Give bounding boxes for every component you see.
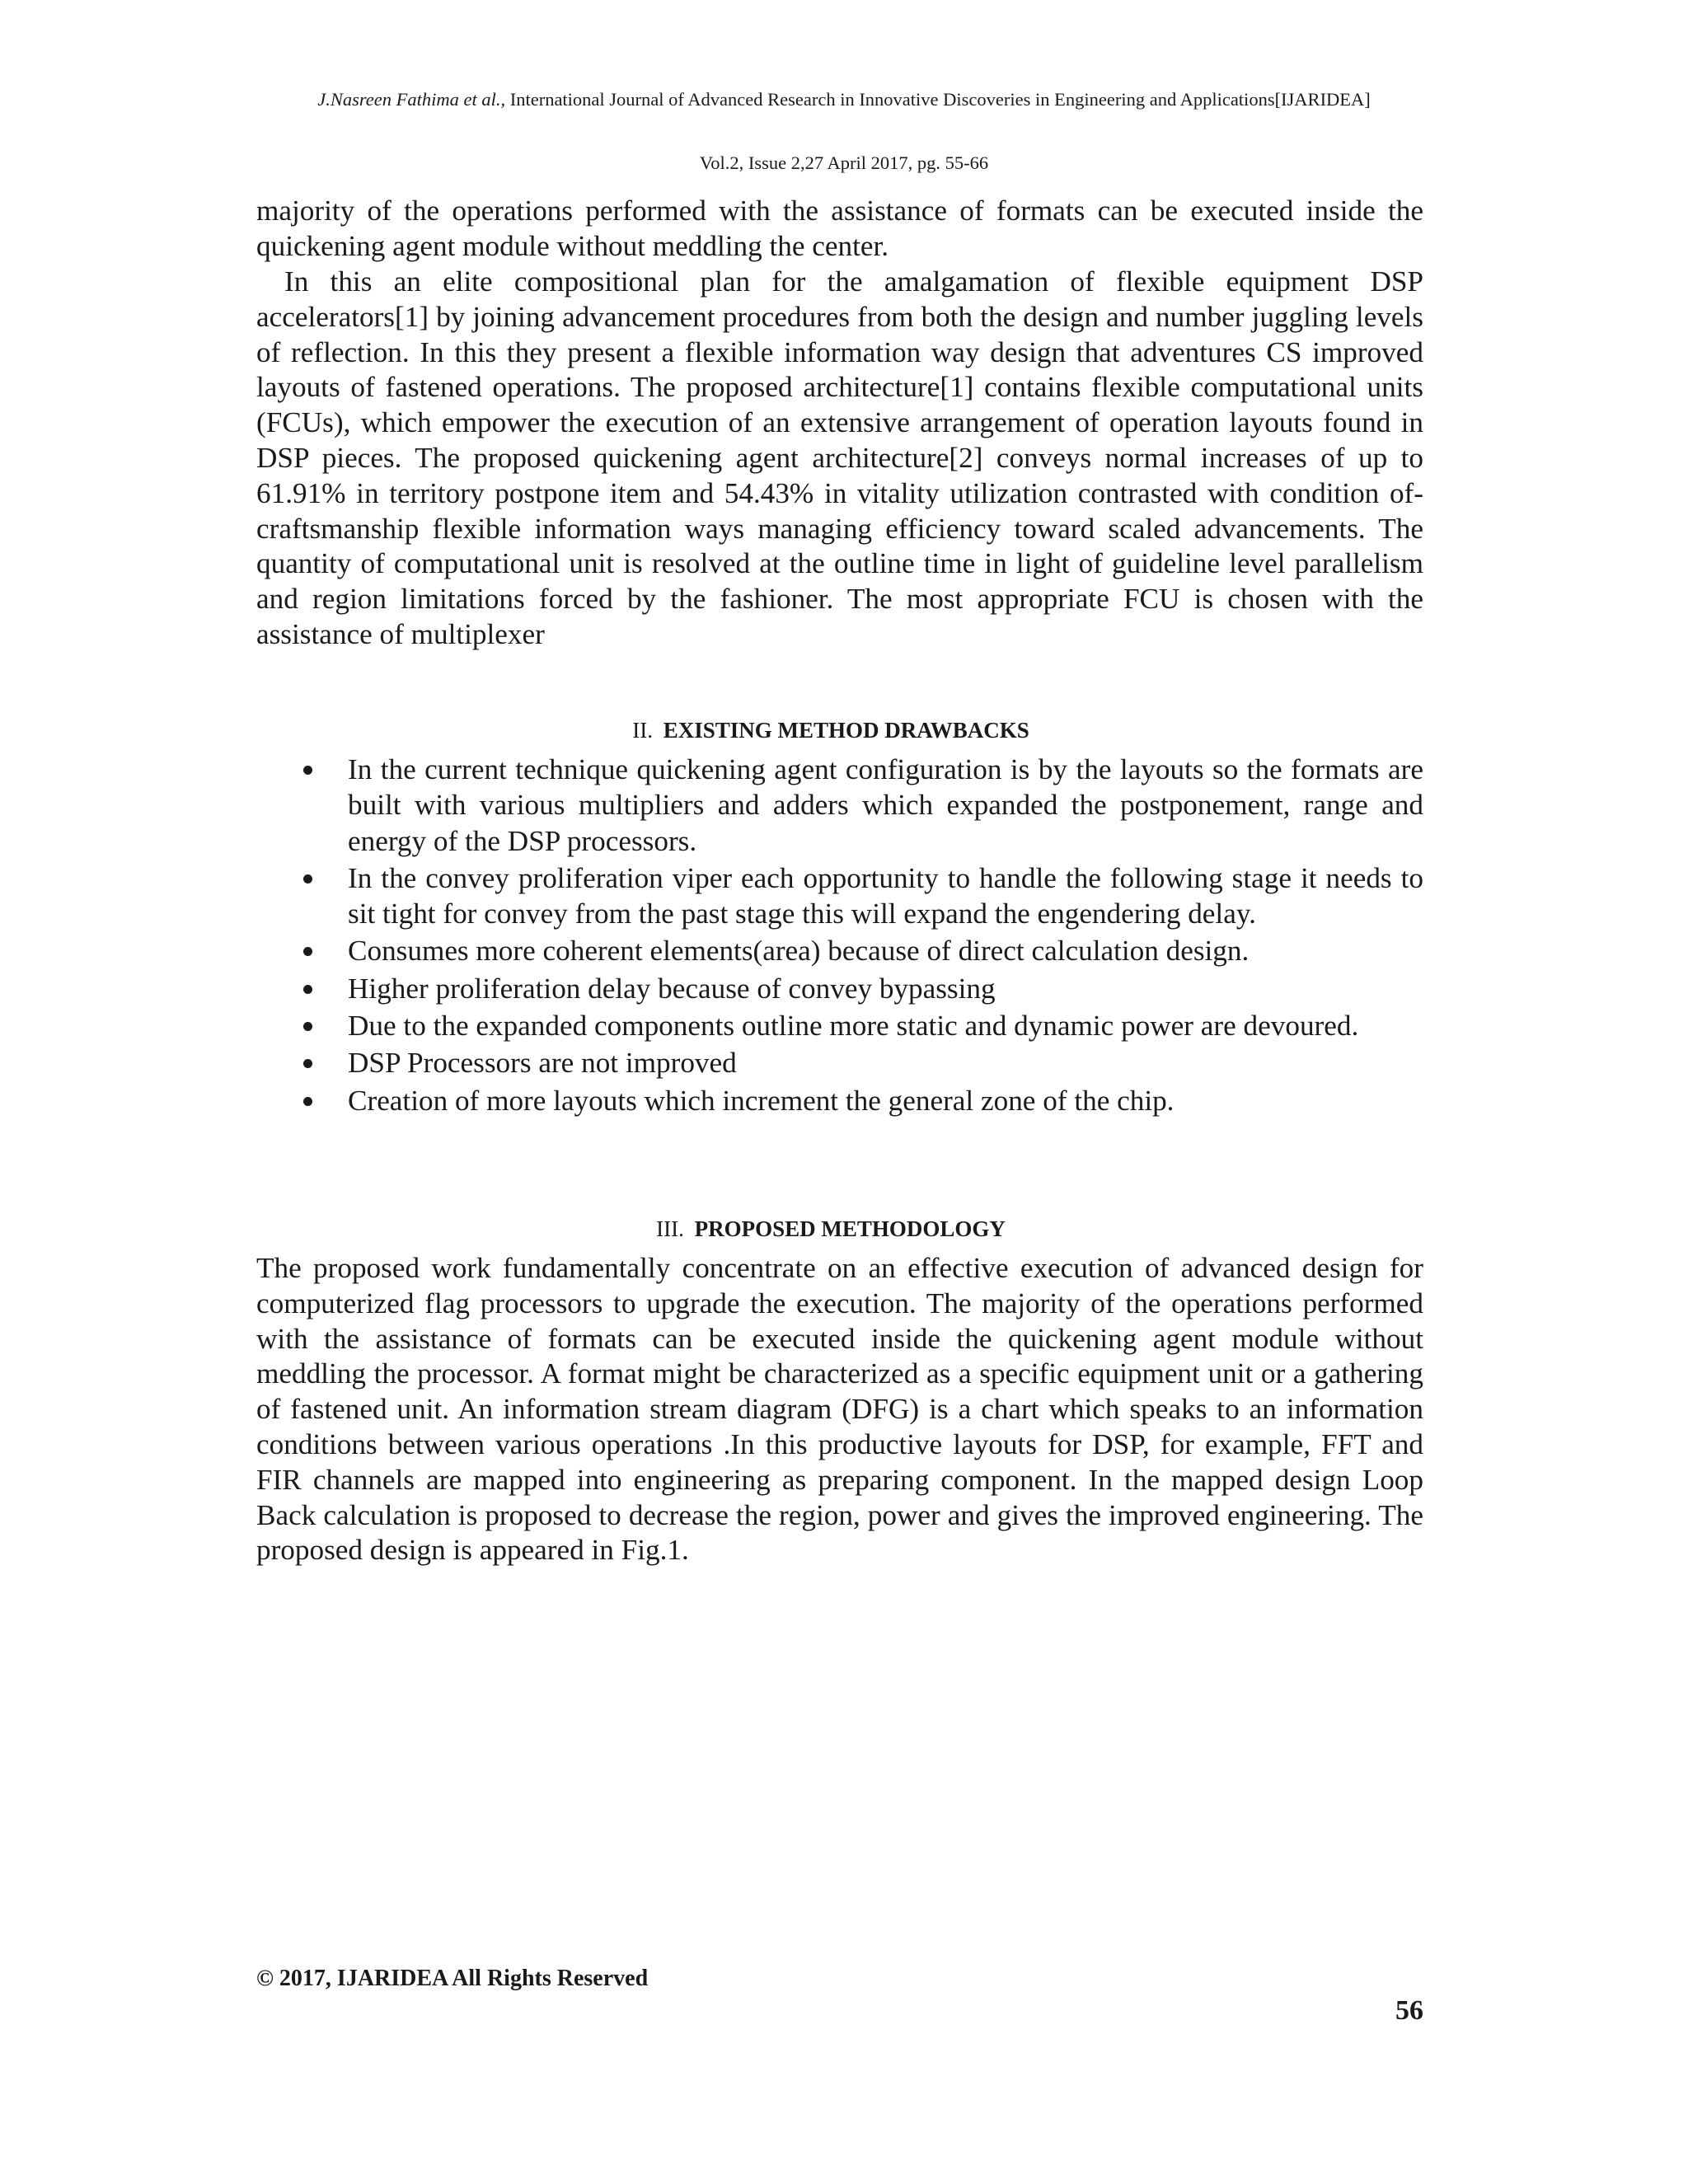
drawbacks-list <box>297 752 1423 1120</box>
running-header <box>313 87 1375 112</box>
section-heading-proposed <box>247 1215 1414 1243</box>
bullet-icon <box>303 1097 312 1106</box>
section-title: PROPOSED METHODOLOGY <box>694 1216 1006 1241</box>
list-item-text: In the convey proliferation viper each opportunity to handle the following stage it needs to sit tight for convey from the past stage this will expand the engendering delay. <box>348 861 1423 930</box>
section-number: III. <box>656 1216 684 1241</box>
page-number: 56 <box>1395 1995 1423 2026</box>
list-item <box>297 933 1423 968</box>
intro-paragraph: In this an elite compositional plan for the amalgamation of flexible equipment DSP accelerators[1] by joining advancement procedures from both the design and number juggling levels of reflection. In this they present a flexible information way design that adventures CS improved layouts of fastened operations. The proposed architecture[1] contains flexible computational units (FCUs), which empower the execution of an extensive arrangement of operation layouts found in DSP pieces. The proposed quickening agent architecture[2] conveys normal increases of up to 61.91% in territory postpone item and 54.43% in vitality utilization contrasted with condition of-craftsmanship flexible information ways managing efficiency toward scaled advancements. The quantity of computational unit is resolved at the outline time in light of guideline level parallelism and region limitations forced by the fashioner. The most appropriate FCU is chosen with the assistance of multiplexer <box>256 265 1423 650</box>
list-item-text: Higher proliferation delay because of convey bypassing <box>348 972 996 1005</box>
section-number: II. <box>632 718 653 743</box>
bullet-icon <box>303 947 312 956</box>
bullet-icon <box>303 766 312 775</box>
header-volume: Vol.2, Issue 2,27 April 2017, pg. 55-66 <box>699 152 989 173</box>
header-journal: International Journal of Advanced Research in Innovative Discoveries in Engineering and Applications[IJARIDEA] <box>509 89 1371 110</box>
bullet-icon <box>303 1022 312 1031</box>
list-item-text: Due to the expanded components outline more static and dynamic power are devoured. <box>348 1010 1359 1043</box>
footer-copyright: © 2017, IJARIDEA All Rights Reserved <box>256 1966 649 1991</box>
list-item-text: DSP Processors are not improved <box>348 1047 737 1080</box>
bullet-icon <box>303 874 312 883</box>
intro-continuation-paragraph: majority of the operations performed with the assistance of formats can be executed inside the quickening agent module without meddling the center. <box>256 194 1423 262</box>
section-title: EXISTING METHOD DRAWBACKS <box>663 718 1029 743</box>
bullet-icon <box>303 1059 312 1068</box>
list-item-text: In the current technique quickening agent configuration is by the layouts so the formats are built with various multipliers and adders which expanded the postponement, range and energy of the DSP processors. <box>348 753 1423 857</box>
list-item <box>297 1008 1423 1043</box>
proposed-paragraph: The proposed work fundamentally concentrate on an effective execution of advanced design for computerized flag processors to upgrade the execution. The majority of the operations performed with the assistance of formats can be executed inside the quickening agent module without meddling the processor. A format might be characterized as a specific equipment unit or a gathering of fastened unit. An information stream diagram (DFG) is a chart which speaks to an information conditions between various operations .In this productive layouts for DSP, for example, FFT and FIR channels are mapped into engineering as preparing component. In the mapped design Loop Back calculation is proposed to decrease the region, power and gives the improved engineering. The proposed design is appeared in Fig.1. <box>256 1252 1423 1567</box>
list-item <box>297 860 1423 932</box>
list-item-text: Creation of more layouts which increment the general zone of the chip. <box>348 1084 1175 1117</box>
list-item-text: Consumes more coherent elements(area) because of direct calculation design. <box>348 935 1250 968</box>
list-item <box>297 1083 1423 1118</box>
list-item <box>297 971 1423 1006</box>
bullet-icon <box>303 985 312 994</box>
header-authors: J.Nasreen Fathima et al., <box>317 89 506 110</box>
section-heading-existing <box>247 716 1414 744</box>
list-item <box>297 752 1423 859</box>
list-item <box>297 1045 1423 1080</box>
